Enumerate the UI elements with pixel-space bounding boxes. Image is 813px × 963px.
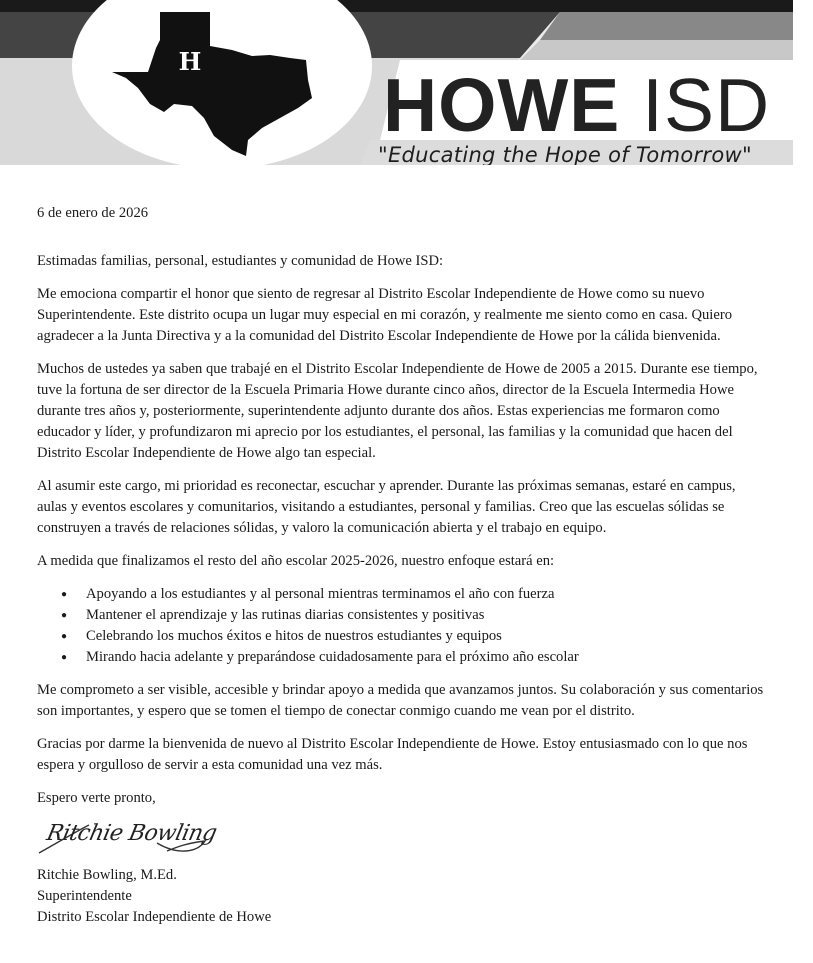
letter-salutation: Estimadas familias, personal, estudiantes y comunidad de Howe ISD: xyxy=(37,253,444,269)
list-item: ● Mirando hacia adelante y preparándose cuidadosamente para el próximo año escolar xyxy=(86,647,767,668)
letterhead xyxy=(0,0,793,165)
header-mid-band xyxy=(540,12,793,40)
signature xyxy=(37,811,767,865)
letter-date: 6 de enero de 2026 xyxy=(37,205,149,221)
paragraph: Me emociona compartir el honor que siento de regresar al Distrito Escolar Independiente de Howe como su nuevo Superintendente. Este distrito ocupa un lugar muy especial en mi corazón, y realmente me siento como en casa. Quiero agradecer a la Junta Directiva y a la comunidad del Distrito Escolar Independiente de Howe por la cálida bienvenida. xyxy=(37,286,732,344)
district-tagline: "Educating the Hope of Tomorrow" xyxy=(378,143,752,165)
signer-title: Superintendente xyxy=(37,888,132,904)
letter-closing: Espero verte pronto, xyxy=(37,790,156,806)
focus-list xyxy=(37,584,767,668)
paragraph: Gracias por darme la bienvenida de nuevo al Distrito Escolar Independiente de Howe. Estoy entusiasmado con lo que nos espera y orgulloso de servir a esta comunidad una vez más. xyxy=(37,736,748,773)
signer-name: Ritchie Bowling, M.Ed. xyxy=(37,867,177,883)
paragraph: Muchos de ustedes ya saben que trabajé en el Distrito Escolar Independiente de Howe de 2005 a 2015. Durante ese tiempo, tuve la fortuna de ser director de la Escuela Primaria Howe durante cinco años, director de la Escuela Intermedia Howe durante tres años y, posteriormente, superintendente adjunto durante dos años. Estas experiencias me formaron como educador y líder, y profundizaron mi aprecio por los estudiantes, el personal, las familias y la comunidad que hacen del Distrito Escolar Independiente de Howe algo tan especial. xyxy=(37,361,758,461)
district-name-bold: HOWE xyxy=(383,63,621,147)
list-item: ● Celebrando los muchos éxitos e hitos de nuestros estudiantes y equipos xyxy=(86,626,767,647)
paragraph: A medida que finalizamos el resto del año escolar 2025-2026, nuestro enfoque estará en: xyxy=(37,553,555,569)
district-name-light: ISD xyxy=(642,63,771,147)
signoff-block xyxy=(37,865,767,928)
district-name xyxy=(383,63,771,147)
logo-h-letter: H xyxy=(178,47,202,76)
paragraph: Al asumir este cargo, mi prioridad es reconectar, escuchar y aprender. Durante las próximas semanas, estaré en campus, aulas y eventos escolares y comunitarios, visitando a estudiantes, personal y familias. Creo que las escuelas sólidas se construyen a través de relaciones sólidas, y valoro la comunicación abierta y el trabajo en equipo. xyxy=(37,478,736,536)
signer-organization: Distrito Escolar Independiente de Howe xyxy=(37,909,272,925)
paragraph: Me comprometo a ser visible, accesible y brindar apoyo a medida que avanzamos juntos. Su colaboración y sus comentarios son importantes, y espero que se tomen el tiempo de conectar conmigo cuando me vean por el distrito. xyxy=(37,682,764,719)
signature-script: Ritchie Bowling xyxy=(44,821,219,846)
list-item: ● Apoyando a los estudiantes y al personal mientras terminamos el año con fuerza xyxy=(86,584,767,605)
header-light-band xyxy=(520,40,793,60)
letter-body xyxy=(37,203,767,928)
list-item: ● Mantener el aprendizaje y las rutinas diarias consistentes y positivas xyxy=(86,605,767,626)
